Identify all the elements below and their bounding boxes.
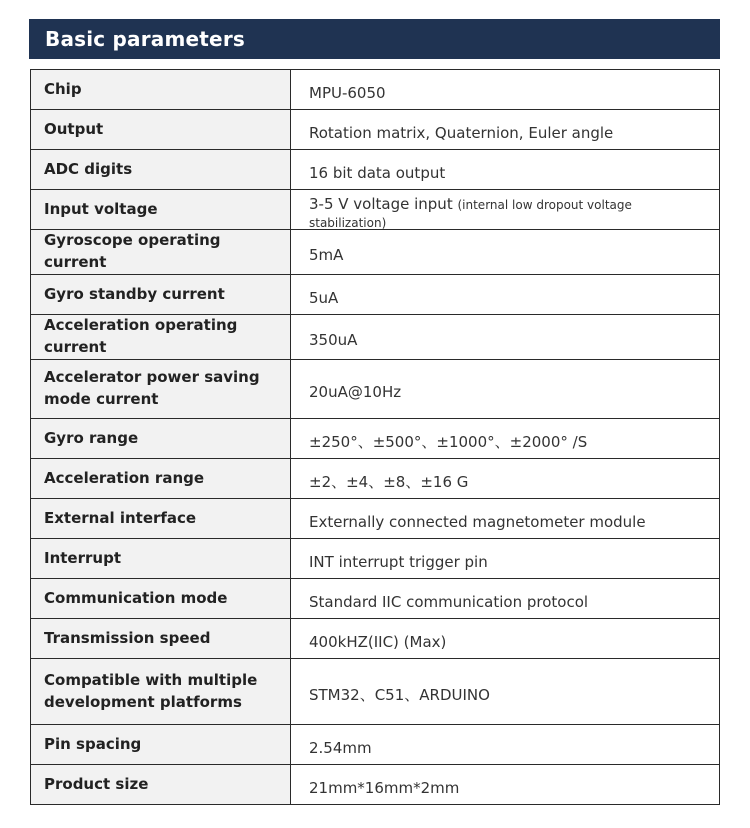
row-label (31, 725, 291, 765)
row-label (31, 459, 291, 499)
row-label (31, 499, 291, 539)
label-text: Transmission speed (44, 628, 211, 647)
label-text: Compatible with multiple development platforms (44, 670, 258, 711)
value-text: 20uA@10Hz (309, 383, 402, 401)
row-value (291, 110, 720, 150)
table-row (31, 110, 720, 150)
row-value (291, 659, 720, 725)
label-text: Accelerator power saving mode current (44, 368, 260, 408)
value-text: Externally connected magnetometer module (309, 512, 646, 531)
row-value (291, 619, 720, 659)
label-text: Gyro standby current (44, 284, 225, 303)
label-text: Acceleration operating current (44, 316, 238, 356)
table-row (31, 419, 720, 459)
table-row (31, 725, 720, 765)
section-header (29, 19, 720, 59)
label-text: Pin spacing (44, 734, 142, 753)
table-row (31, 459, 720, 499)
value-main: 3-5 V voltage input (309, 194, 453, 213)
row-label (31, 150, 291, 190)
row-label (31, 619, 291, 659)
row-label (31, 539, 291, 579)
row-label (31, 110, 291, 150)
table-row (31, 619, 720, 659)
value-text: 21mm*16mm*2mm (309, 778, 460, 797)
table-row (31, 150, 720, 190)
value-text: 5mA (309, 246, 344, 264)
row-value (291, 360, 720, 419)
row-value (291, 725, 720, 765)
table-row (31, 765, 720, 805)
label-text: Interrupt (44, 548, 121, 567)
row-value (291, 459, 720, 499)
value-text: 16 bit data output (309, 163, 446, 182)
label-text: Gyro range (44, 428, 139, 447)
label-text: External interface (44, 508, 197, 527)
label-text: Input voltage (44, 199, 158, 218)
table-row (31, 579, 720, 619)
label-text: Product size (44, 774, 149, 793)
row-value (291, 190, 720, 230)
value-text: Standard IIC communication protocol (309, 592, 589, 611)
row-value (291, 275, 720, 315)
value-text: INT interrupt trigger pin (309, 552, 488, 571)
value-text: MPU-6050 (309, 83, 386, 102)
label-text: Communication mode (44, 588, 228, 607)
row-value (291, 539, 720, 579)
row-label (31, 275, 291, 315)
value-text: ±250°、±500°、±1000°、±2000° /S (309, 433, 588, 451)
row-label (31, 360, 291, 419)
value-text: STM32、C51、ARDUINO (309, 686, 490, 704)
table-row (31, 230, 720, 275)
table-row (31, 315, 720, 360)
value-text: ±2、±4、±8、±16 G (309, 473, 469, 491)
row-value (291, 765, 720, 805)
table-row (31, 499, 720, 539)
table-row (31, 659, 720, 725)
value-text: 400kHZ(IIC) (Max) (309, 632, 447, 651)
value-note: (internal low dropout voltage stabilization) (309, 197, 632, 230)
value-text (309, 195, 632, 231)
row-label (31, 579, 291, 619)
row-label (31, 765, 291, 805)
label-text: Gyroscope operating current (44, 231, 221, 271)
row-label (31, 190, 291, 230)
row-label (31, 230, 291, 275)
table-row (31, 70, 720, 110)
value-text: 5uA (309, 288, 339, 307)
label-text: ADC digits (44, 159, 133, 178)
table-row (31, 539, 720, 579)
value-text: 2.54mm (309, 738, 372, 757)
row-value (291, 230, 720, 275)
value-text: Rotation matrix, Quaternion, Euler angle (309, 123, 614, 142)
row-value (291, 579, 720, 619)
row-value (291, 419, 720, 459)
row-value (291, 315, 720, 360)
section-title: Basic parameters (45, 27, 245, 51)
row-value (291, 70, 720, 110)
row-value (291, 150, 720, 190)
label-text: Output (44, 119, 104, 138)
row-label (31, 315, 291, 360)
table-row (31, 190, 720, 230)
table-row (31, 275, 720, 315)
value-text: 350uA (309, 331, 358, 349)
table-row (31, 360, 720, 419)
row-label (31, 659, 291, 725)
label-text: Acceleration range (44, 468, 205, 487)
row-label (31, 70, 291, 110)
label-text: Chip (44, 79, 82, 98)
row-value (291, 499, 720, 539)
row-label (31, 419, 291, 459)
parameters-table (30, 69, 720, 805)
